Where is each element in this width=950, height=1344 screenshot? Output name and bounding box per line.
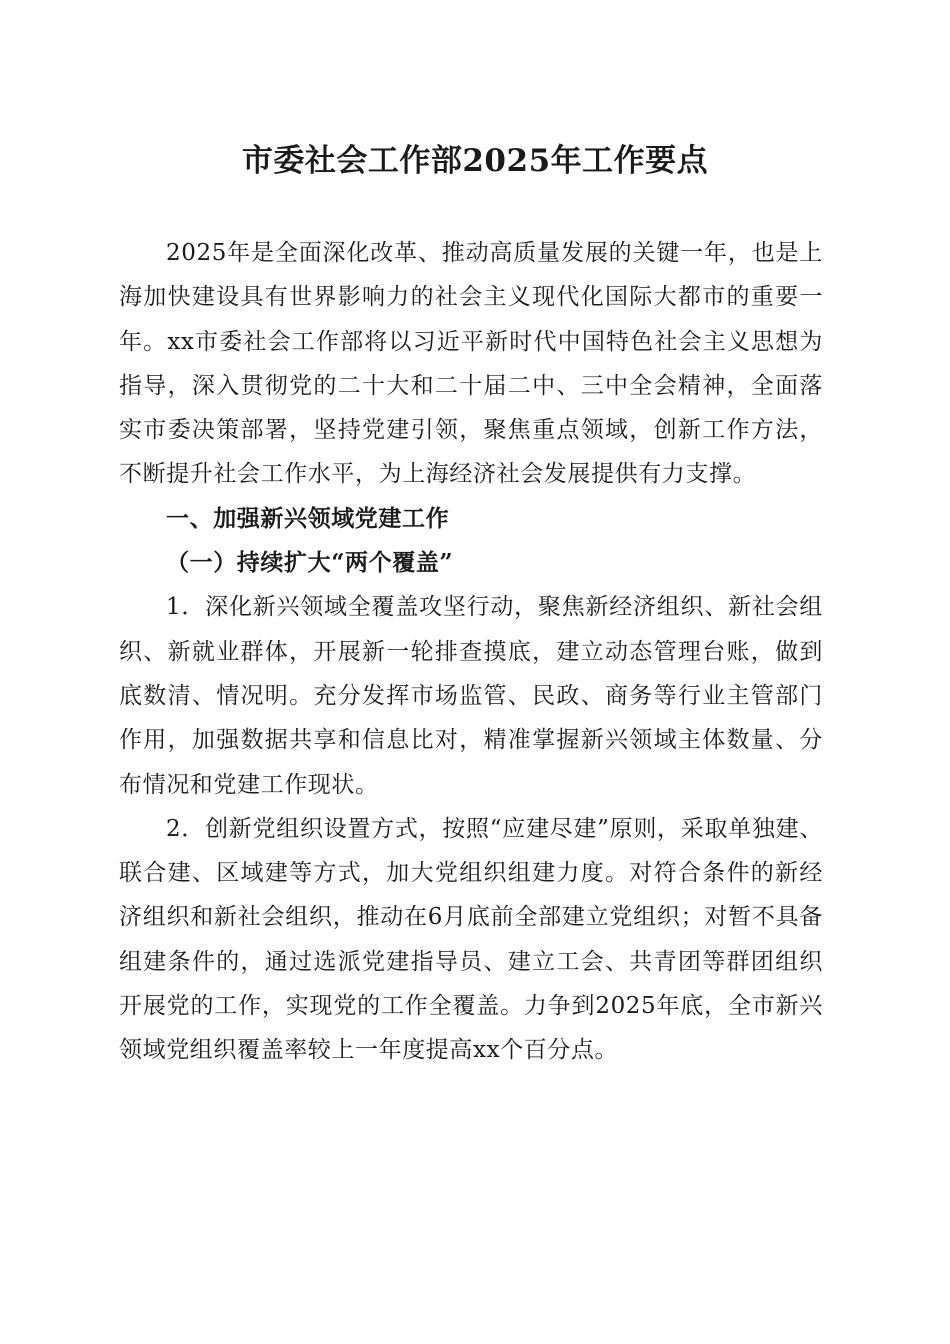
subsection-heading: （一）持续扩大“两个覆盖” xyxy=(166,549,454,577)
document-body xyxy=(119,231,823,1073)
section-heading: 一、加强新兴领域党建工作 xyxy=(166,505,450,532)
document-title: 市委社会工作部2025年工作要点 xyxy=(241,143,709,179)
intro-paragraph: 2025年是全面深化改革、推动高质量发展的关键一年，也是上海加快建设具有世界影响力的社会主义现代化国际大都市的重要一年。xx市委社会工作部将以习近平新时代中国特色社会主义思想为指导，深入贯彻党的二十大和二十届二中、三中全会精神，全面落实市委决策部署，坚持党建引领，聚焦重点领域，创新工作方法，不断提升社会工作水平，为上海经济社会发展提供有力支撑。 xyxy=(119,240,823,488)
list-item: 2．创新党组织设置方式，按照“应建尽建”原则，采取单独建、联合建、区域建等方式，加大党组织组建力度。对符合条件的新经济组织和新社会组织，推动在6月底前全部建立党组织；对暂不具备组建条件的，通过选派党建指导员、建立工会、共青团等群团组织开展党的工作，实现党的工作全覆盖。力争到2025年底，全市新兴领域党组织覆盖率较上一年度提高xx个百分点。 xyxy=(119,815,823,1064)
list-item: 1．深化新兴领域全覆盖攻坚行动，聚焦新经济组织、新社会组织、新就业群体，开展新一轮排查摸底，建立动态管理台账，做到底数清、情况明。充分发挥市场监管、民政、商务等行业主管部门作用，加强数据共享和信息比对，精准掌握新兴领域主体数量、分布情况和党建工作现状。 xyxy=(119,594,823,798)
